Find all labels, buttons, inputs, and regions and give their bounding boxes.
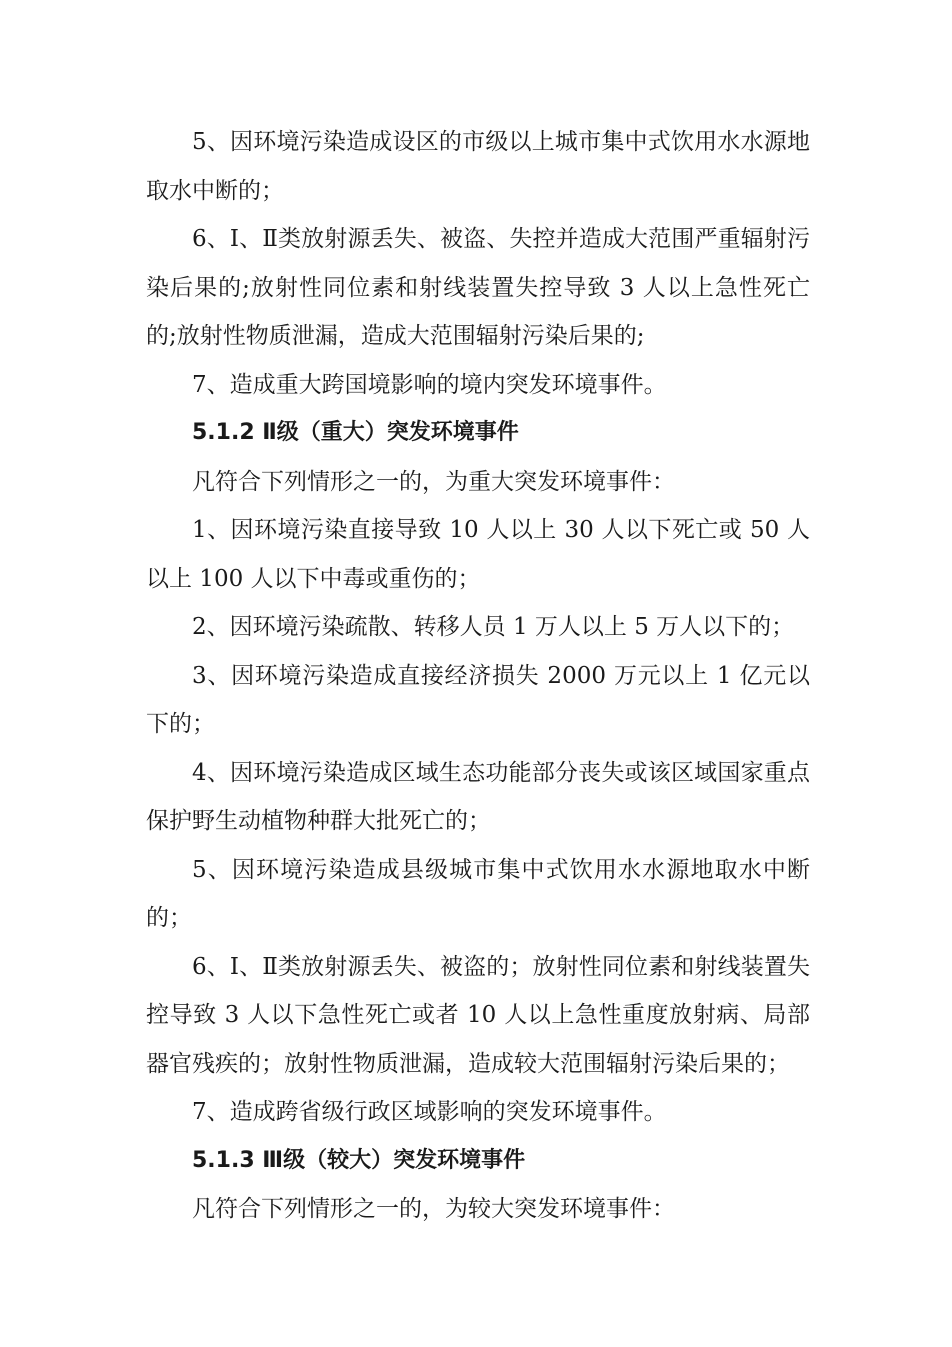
document-body bbox=[146, 118, 810, 1234]
paragraph-level2-intro: 凡符合下列情形之一的，为重大突发环境事件： bbox=[192, 468, 675, 495]
paragraph-item-6-level2-radiation: 6、Ⅰ、Ⅱ类放射源丢失、被盗的；放射性同位素和射线装置失控导致 3 人以下急性死亡或者 10 人以上急性重度放射病、局部器官残疾的；放射性物质泄漏，造成较大范围辐射污染后果的； bbox=[146, 953, 810, 1077]
section-heading-5-1-3: 5.1.3 Ⅲ级（较大）突发环境事件 bbox=[192, 1147, 526, 1173]
paragraph-level3-intro: 凡符合下列情形之一的，为较大突发环境事件： bbox=[192, 1196, 675, 1222]
paragraph-item-2-level2-evacuation: 2、因环境污染疏散、转移人员 1 万人以上 5 万人以下的； bbox=[192, 614, 795, 640]
paragraph-item-5-level1-water: 5、因环境污染造成设区的市级以上城市集中式饮用水水源地取水中断的； bbox=[146, 129, 810, 204]
paragraph-item-7-level2-cross-province: 7、造成跨省级行政区域影响的突发环境事件。 bbox=[192, 1099, 667, 1125]
paragraph-item-6-level1-radiation: 6、Ⅰ、Ⅱ类放射源丢失、被盗、失控并造成大范围严重辐射污染后果的;放射性同位素和射线装置失控导致 3 人以上急性死亡的;放射性物质泄漏，造成大范围辐射污染后果的; bbox=[146, 226, 810, 349]
paragraph-item-5-level2-water: 5、因环境污染造成县级城市集中式饮用水水源地取水中断的； bbox=[146, 856, 810, 931]
section-heading-5-1-2: 5.1.2 Ⅱ级（重大）突发环境事件 bbox=[192, 420, 519, 445]
paragraph-item-7-level1-transborder: 7、造成重大跨国境影响的境内突发环境事件。 bbox=[192, 371, 667, 398]
paragraph-item-3-level2-economic-loss: 3、因环境污染造成直接经济损失 2000 万元以上 1 亿元以下的； bbox=[146, 662, 810, 737]
paragraph-item-1-level2-casualties: 1、因环境污染直接导致 10 人以上 30 人以下死亡或 50 人以上 100 人以下中毒或重伤的； bbox=[146, 517, 810, 592]
paragraph-item-4-level2-ecology: 4、因环境污染造成区域生态功能部分丧失或该区域国家重点保护野生动植物种群大批死亡的； bbox=[146, 759, 810, 834]
